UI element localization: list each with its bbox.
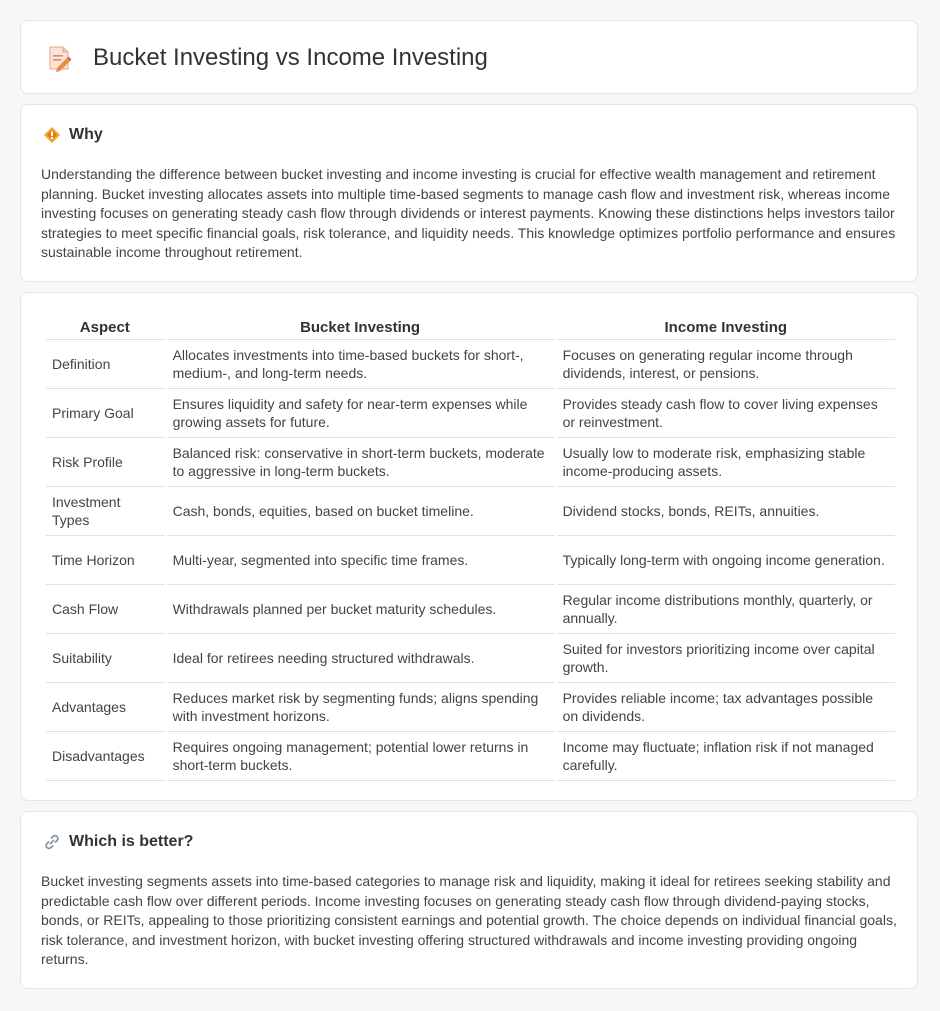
row-bucket: Multi-year, segmented into specific time frames. [167,536,554,585]
row-aspect: Investment Types [46,487,164,536]
header-income-investing: Income Investing [557,317,895,340]
row-bucket: Ensures liquidity and safety for near-term expenses while growing assets for future. [167,389,554,438]
why-title: Why [69,126,103,143]
row-aspect: Time Horizon [46,536,164,585]
row-aspect: Suitability [46,634,164,683]
why-text: Understanding the difference between bucket investing and income investing is crucial for effective wealth management and retirement planning. Bucket investing allocates assets into multiple time-based segments to manage cash flow and investment risk, whereas income investing focuses on generating steady cash flow through dividends or interest payments. Knowing these distinctions helps investors tailor strategies to meet specific financial goals, risk tolerance, and liquidity needs. This knowledge optimizes portfolio performance and ensures sustainable income throughout retirement. [41,166,896,261]
row-bucket: Reduces market risk by segmenting funds; aligns spending with investment horizons. [167,683,554,732]
row-bucket: Allocates investments into time-based buckets for short-, medium-, and long-term needs. [167,340,554,389]
better-heading [43,833,193,851]
header-aspect: Aspect [46,317,164,340]
row-income: Typically long-term with ongoing income generation. [557,536,895,585]
row-aspect: Advantages [46,683,164,732]
which-is-better-section [20,811,918,989]
row-aspect: Primary Goal [46,389,164,438]
row-income: Suited for investors prioritizing income over capital growth. [557,634,895,683]
row-bucket: Balanced risk: conservative in short-term buckets, moderate to aggressive in long-term buckets. [167,438,554,487]
document-icon [47,44,73,72]
title-row [47,43,488,73]
table-row [46,536,895,585]
row-income: Provides steady cash flow to cover living expenses or reinvestment. [557,389,895,438]
header-card [20,20,918,94]
table-row [46,585,895,634]
table-row [46,634,895,683]
row-income: Provides reliable income; tax advantages possible on dividends. [557,683,895,732]
row-income: Income may fluctuate; inflation risk if not managed carefully. [557,732,895,781]
row-income: Regular income distributions monthly, quarterly, or annually. [557,585,895,634]
row-aspect: Disadvantages [46,732,164,781]
comparison-table [43,317,898,781]
row-aspect: Cash Flow [46,585,164,634]
better-title: Which is better? [69,833,194,850]
row-aspect: Risk Profile [46,438,164,487]
header-bucket-investing: Bucket Investing [167,317,554,340]
row-income: Focuses on generating regular income through dividends, interest, or pensions. [557,340,895,389]
table-row [46,732,895,781]
table-header-row [46,317,895,340]
table-row [46,683,895,732]
table-row [46,389,895,438]
link-icon [43,833,61,851]
row-bucket: Ideal for retirees needing structured withdrawals. [167,634,554,683]
table-row [46,340,895,389]
table-row [46,438,895,487]
row-bucket: Requires ongoing management; potential lower returns in short-term buckets. [167,732,554,781]
comparison-section [20,292,918,801]
row-bucket: Cash, bonds, equities, based on bucket timeline. [167,487,554,536]
table-row [46,487,895,536]
better-text: Bucket investing segments assets into time-based categories to manage risk and liquidity, making it ideal for retirees seeking stability and predictable cash flow over different periods. Income investing focuses on generating steady cash flow through dividend-paying stocks, bonds, or REITs, appealing to those prioritizing consistent earnings and potential growth. The choice depends on individual financial goals, risk tolerance, and investment horizon, with bucket investing offering structured withdrawals and income investing providing ongoing returns. [41,873,897,968]
row-bucket: Withdrawals planned per bucket maturity schedules. [167,585,554,634]
row-aspect: Definition [46,340,164,389]
why-section [20,104,918,282]
page-title: Bucket Investing vs Income Investing [93,44,488,71]
why-heading [43,126,103,144]
row-income: Usually low to moderate risk, emphasizing stable income-producing assets. [557,438,895,487]
diamond-icon [43,126,61,144]
row-income: Dividend stocks, bonds, REITs, annuities. [557,487,895,536]
